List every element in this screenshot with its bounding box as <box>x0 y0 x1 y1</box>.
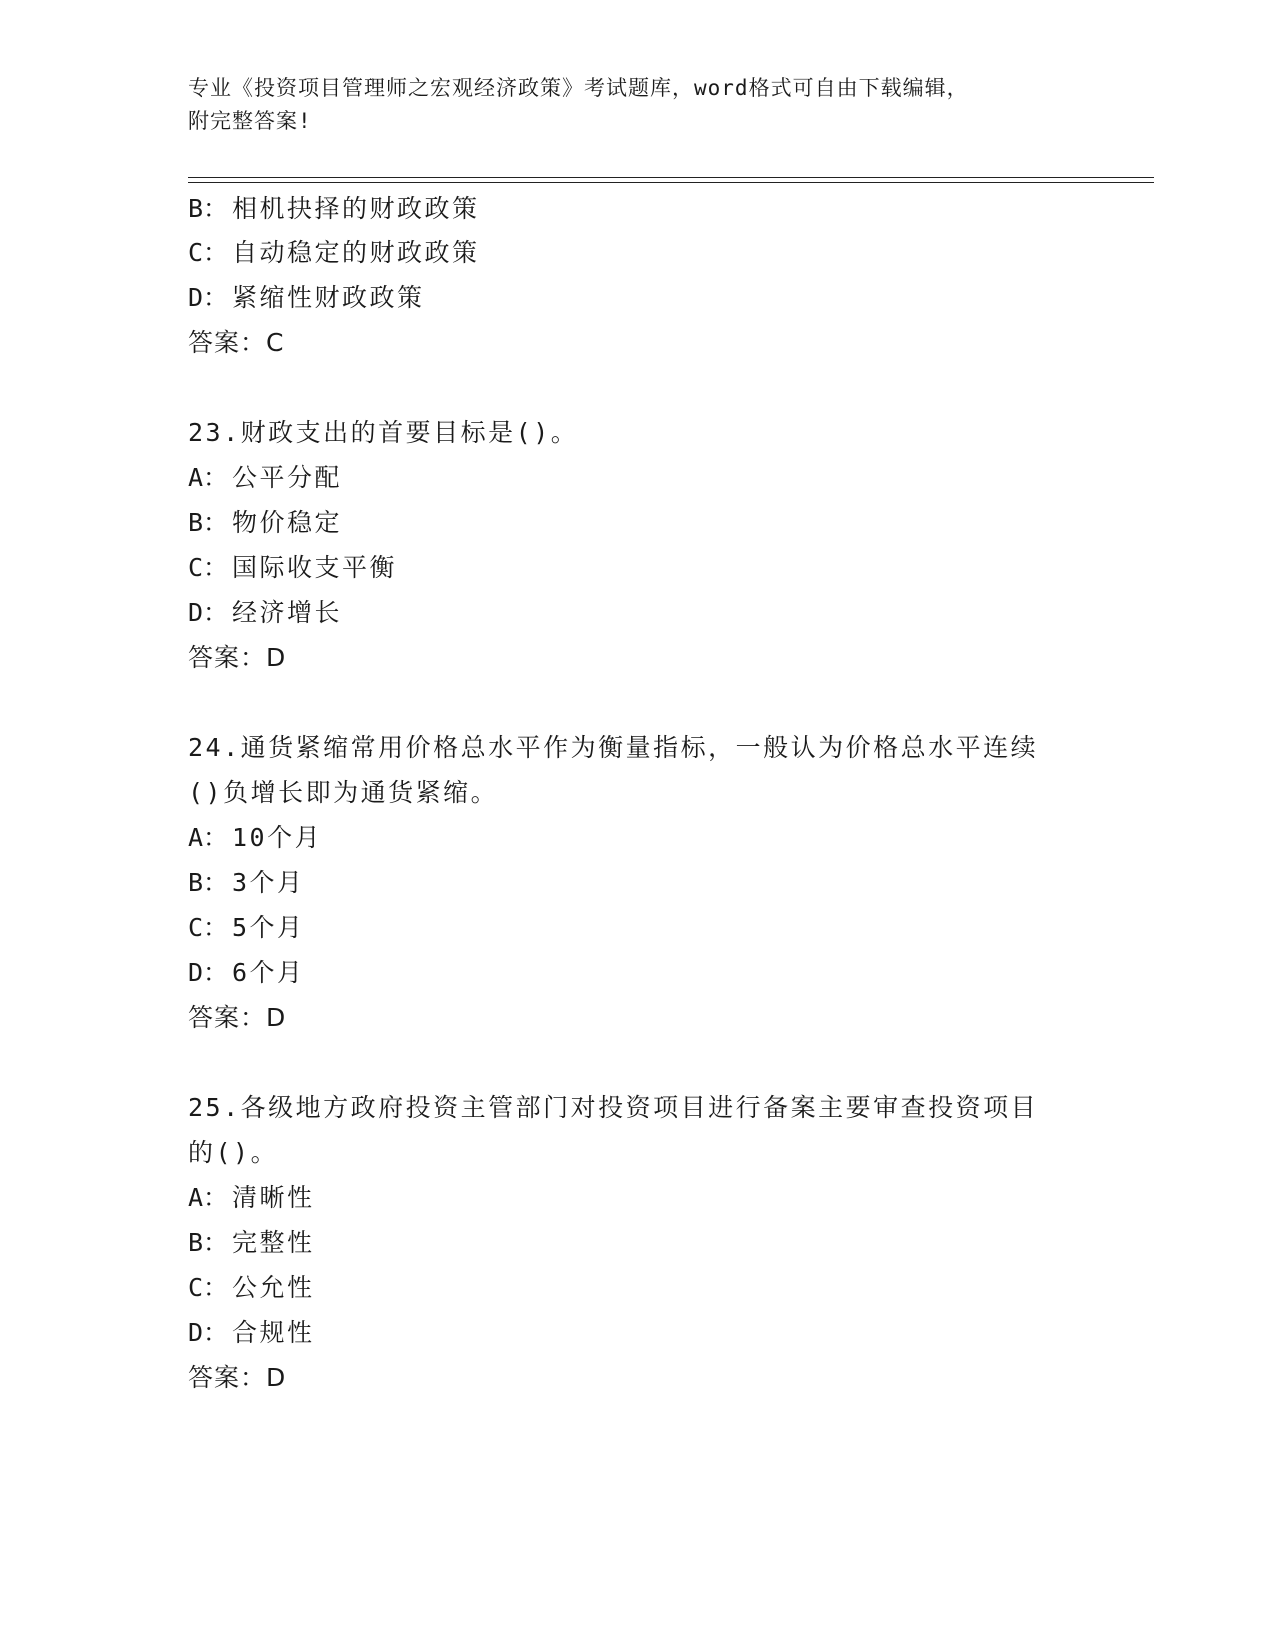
intro-line-1: 专业《投资项目管理师之宏观经济政策》考试题库，word格式可自由下载编辑， <box>188 76 969 100</box>
question-stem: 24.通货紧缩常用价格总水平作为衡量指标，一般认为价格总水平连续 <box>188 733 1039 762</box>
option-letter: D： <box>188 958 229 987</box>
option-row <box>188 192 480 226</box>
option-text: 自动稳定的财政政策 <box>232 238 480 267</box>
option-letter: D： <box>188 1318 229 1347</box>
option-text: 物价稳定 <box>232 508 343 537</box>
option-letter: A： <box>188 463 229 492</box>
header-rule-top <box>188 177 1154 178</box>
option-text: 合规性 <box>232 1318 315 1347</box>
option-letter: D： <box>188 283 229 312</box>
option-row <box>188 281 425 315</box>
option-text: 6个月 <box>232 958 305 987</box>
option-row <box>188 551 397 585</box>
option-row <box>188 1226 315 1260</box>
option-text: 清晰性 <box>232 1183 315 1212</box>
option-letter: D： <box>188 598 229 627</box>
option-text: 完整性 <box>232 1228 315 1257</box>
option-text: 紧缩性财政政策 <box>232 283 425 312</box>
option-row <box>188 461 342 495</box>
option-letter: B： <box>188 508 229 537</box>
option-text: 国际收支平衡 <box>232 553 398 582</box>
answer-line: 答案：D <box>188 1363 287 1392</box>
option-row <box>188 821 322 855</box>
option-letter: A： <box>188 1183 229 1212</box>
question-stem-continued: ()负增长即为通货紧缩。 <box>188 778 499 807</box>
option-letter: C： <box>188 553 229 582</box>
document-header <box>188 72 1078 138</box>
option-letter: C： <box>188 1273 229 1302</box>
answer-line: 答案：D <box>188 1003 287 1032</box>
option-text: 经济增长 <box>232 598 343 627</box>
question-stem: 25.各级地方政府投资主管部门对投资项目进行备案主要审查投资项目 <box>188 1093 1039 1122</box>
option-text: 公平分配 <box>232 463 343 492</box>
option-letter: C： <box>188 913 229 942</box>
option-row <box>188 596 342 630</box>
option-letter: C： <box>188 238 229 267</box>
option-row <box>188 506 342 540</box>
option-text: 公允性 <box>232 1273 315 1302</box>
option-letter: B： <box>188 194 229 223</box>
option-text: 5个月 <box>232 913 305 942</box>
option-letter: B： <box>188 1228 229 1257</box>
header-rule-bottom <box>188 182 1154 183</box>
answer-line: 答案：C <box>188 328 285 357</box>
option-row <box>188 866 305 900</box>
option-row <box>188 956 305 990</box>
option-row <box>188 236 480 270</box>
intro-line-2: 附完整答案! <box>188 109 312 133</box>
option-letter: B： <box>188 868 229 897</box>
option-row <box>188 1181 315 1215</box>
option-row <box>188 1316 315 1350</box>
option-row <box>188 911 305 945</box>
question-stem-continued: 的()。 <box>188 1138 279 1167</box>
option-row <box>188 1271 315 1305</box>
option-text: 相机抉择的财政政策 <box>232 194 480 223</box>
option-letter: A： <box>188 823 229 852</box>
option-text: 3个月 <box>232 868 305 897</box>
answer-line: 答案：D <box>188 643 287 672</box>
question-stem: 23.财政支出的首要目标是()。 <box>188 418 579 447</box>
option-text: 10个月 <box>232 823 323 852</box>
